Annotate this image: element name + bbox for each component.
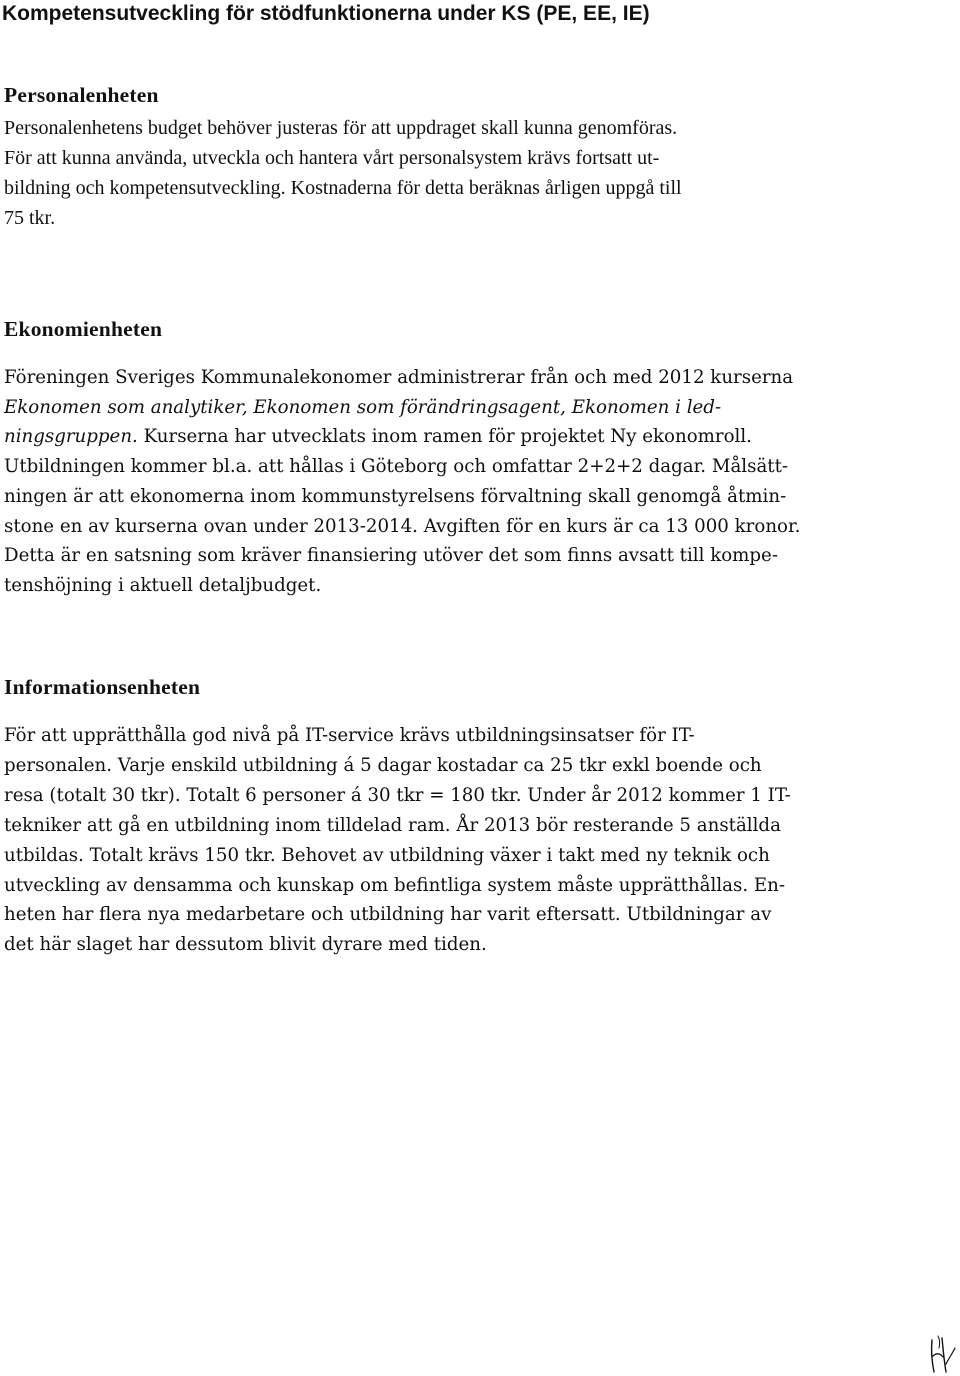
section-heading-personalenheten: Personalenheten	[4, 83, 159, 107]
paragraph-line: Detta är en satsning som kräver finansiering utöver det som finns avsatt till kompe-	[4, 545, 778, 567]
paragraph-line: För att kunna använda, utveckla och hantera vårt personalsystem krävs fortsatt ut-	[4, 147, 660, 169]
paragraph-line: tekniker att gå en utbildning inom tilldelad ram. År 2013 bör resterande 5 anställda	[4, 814, 781, 836]
paragraph-line-rest: Kurserna har utvecklats inom ramen för projektet Ny ekonomroll.	[137, 426, 752, 448]
paragraph-line: För att upprätthålla god nivå på IT-service krävs utbildningsinsatser för IT-	[4, 725, 695, 746]
paragraph-line: utbildas. Totalt krävs 150 tkr. Behovet av utbildning växer i takt med ny teknik och	[4, 844, 770, 866]
paragraph-line: personalen. Varje enskild utbildning á 5 dagar kostadar ca 25 tkr exkl boende och	[4, 754, 762, 776]
paragraph-line: Utbildningen kommer bl.a. att hållas i Göteborg och omfattar 2+2+2 dagar. Målsätt-	[4, 456, 789, 478]
paragraph-informationsenheten	[4, 721, 960, 960]
paragraph-line	[4, 422, 960, 452]
paragraph-line: stone en av kurserna ovan under 2013-2014. Avgiften för en kurs är ca 13 000 kronor.	[4, 515, 801, 537]
paragraph-line: Föreningen Sveriges Kommunalekonomer administrerar från och med 2012 kurserna	[4, 367, 794, 388]
paragraph-line: tenshöjning i aktuell detaljbudget.	[4, 574, 322, 596]
page-title: Kompetensutveckling för stödfunktionerna under KS (PE, EE, IE)	[2, 2, 650, 25]
paragraph-line: heten har flera nya medarbetare och utbildning har varit eftersatt. Utbildningar av	[4, 904, 772, 926]
course-name-italic: ningsgruppen.	[4, 426, 138, 448]
paragraph-line: 75 tkr.	[4, 207, 56, 229]
paragraph-line: Personalenhetens budget behöver justeras för att uppdraget skall kunna genomföras.	[4, 117, 678, 139]
paragraph-personalenheten	[4, 113, 960, 233]
paragraph-line: utveckling av densamma och kunskap om befintliga system måste upprätthållas. En-	[4, 874, 786, 896]
paragraph-line-italic: Ekonomen som analytiker, Ekonomen som förändringsagent, Ekonomen i led-	[4, 396, 722, 418]
handwritten-initials-signature	[928, 1334, 958, 1374]
paragraph-line: ningen är att ekonomerna inom kommunstyrelsens förvaltning skall genomgå åtmin-	[4, 485, 787, 507]
paragraph-line: resa (totalt 30 tkr). Totalt 6 personer á 30 tkr = 180 tkr. Under år 2012 kommer 1 IT-	[4, 784, 791, 806]
paragraph-ekonomienheten	[4, 363, 960, 601]
paragraph-line: det här slaget har dessutom blivit dyrare med tiden.	[4, 934, 487, 956]
section-heading-informationsenheten: Informationsenheten	[4, 675, 201, 699]
paragraph-line: bildning och kompetensutveckling. Kostnaderna för detta beräknas årligen uppgå till	[4, 177, 682, 199]
section-heading-ekonomienheten: Ekonomienheten	[4, 317, 163, 341]
